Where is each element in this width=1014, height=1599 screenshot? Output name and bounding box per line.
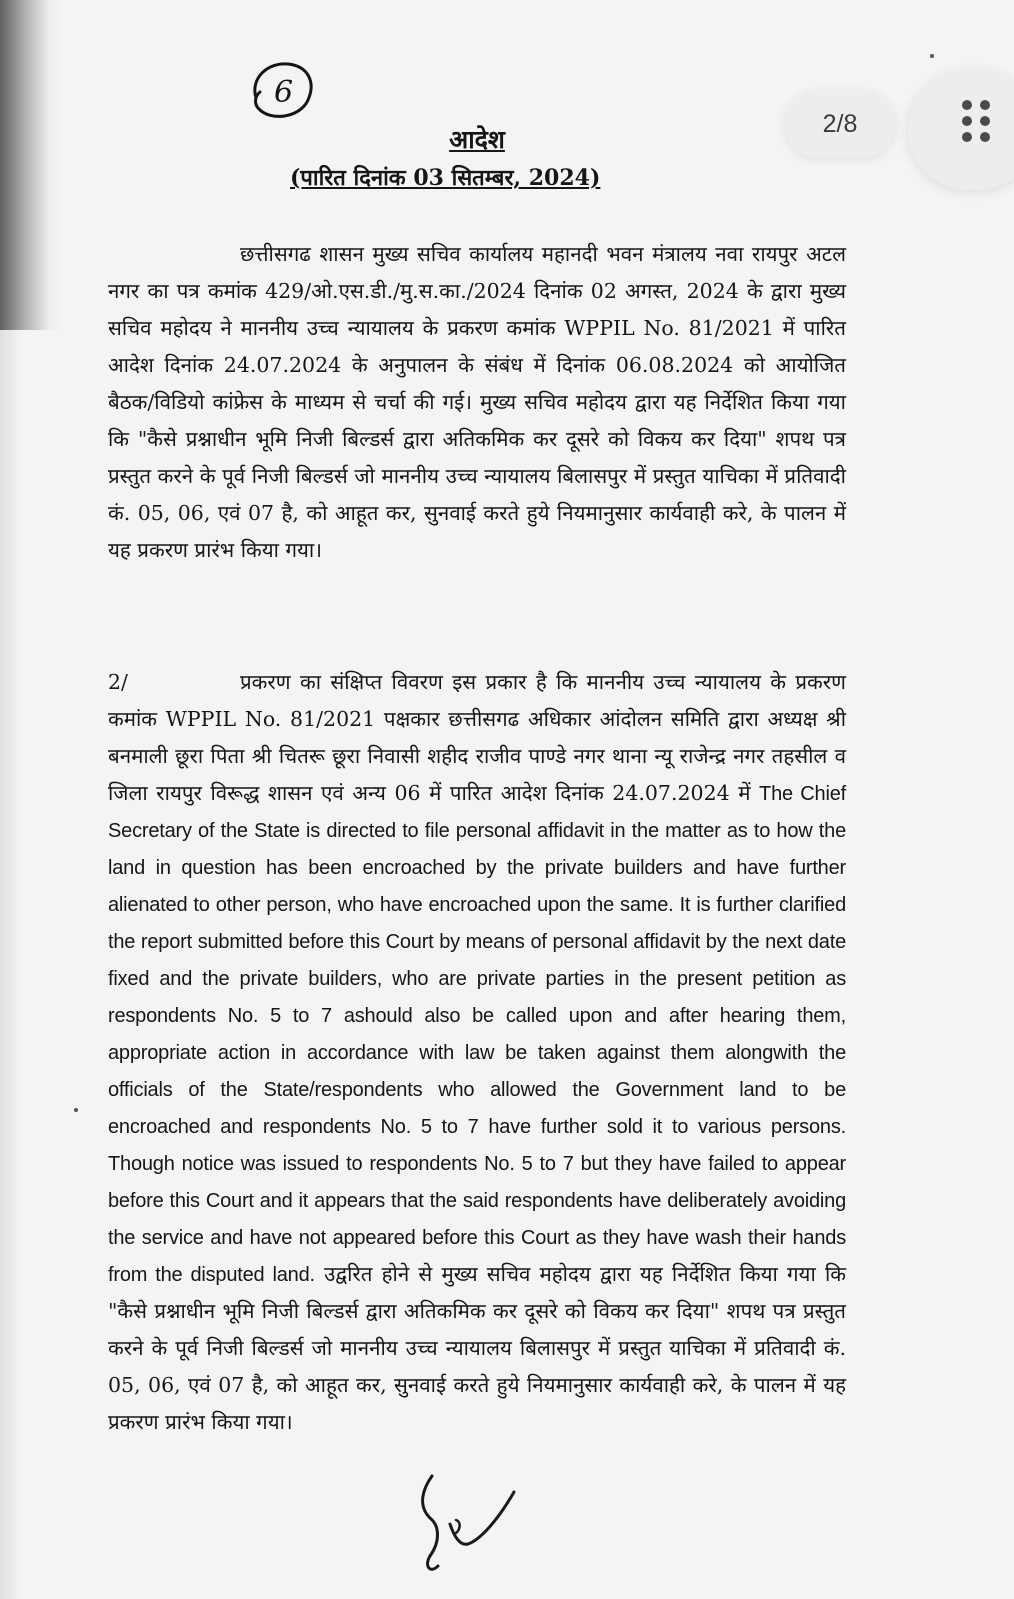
paragraph-2-number: 2/ <box>108 670 128 694</box>
document-title: आदेश <box>449 125 505 154</box>
scan-shadow-edge <box>0 0 62 330</box>
paragraph-2-outro: उद्वरित होने से मुख्य सचिव महोदय द्वारा यह निर्देशित किया गया कि "कैसे प्रश्नाधीन भूमि निजी बिल्डर्स द्वारा अतिकमिक कर दूसरे को विकय कर दिया" शपथ पत्र प्रस्तुत करने के पूर्व निजी बिल्डर्स जो माननीय उच्च न्यायालय बिलासपुर में प्रस्तुत याचिका में प्रतिवादी कं. 05, 06, एवं 07 है, को आहूत कर, सुनवाई करते हुये नियमानुसार कार्यवाही करे, के पालन में यह प्रकरण प्रारंभ किया गया। <box>108 1262 846 1434</box>
paragraph-2 <box>108 664 846 1441</box>
page-indicator-label: 2/8 <box>822 109 858 138</box>
margin-speck <box>74 1108 78 1112</box>
handwritten-signature <box>410 1462 530 1582</box>
circled-page-annotation <box>246 58 318 124</box>
paragraph-2-intro: प्रकरण का संक्षिप्त विवरण इस प्रकार है कि माननीय उच्च न्यायालय के प्रकरण कमांक WPPIL No. 81/2021 पक्षकार छत्तीसगढ अधिकार आंदोलन समिति द्वारा अध्यक्ष श्री बनमाली छूरा पिता श्री चितरू छूरा निवासी शहीद राजीव पाण्डे नगर थाना न्यू राजेन्द्र नगर तहसील व जिला रायपुर विरूद्ध शासन एवं अन्य 06 में पारित आदेश दिनांक 24.07.2024 में <box>108 670 846 805</box>
paragraph-2-court-quote: The Chief Secretary of the State is directed to file personal affidavit in the matter as to how the land in question has been encroached by the private builders and have further alienated to other person, who have encroached upon the same. It is further clarified the report submitted before this Court by means of personal affidavit by the next date fixed and the private builders, who are private parties in the present petition as respondents No. 5 to 7 ashould also be called upon and after hearing them, appropriate action in accordance with law be taken against them alongwith the officials of the State/respondents who allowed the Government land to be encroached and respondents No. 5 to 7 have further sold it to various persons. Though notice was issued to respondents No. 5 to 7 but they have failed to appear before this Court and it appears that the said respondents have deliberately avoiding the service and have not appeared before this Court as they have wash their hands from the disputed land. <box>108 783 846 1286</box>
circled-number-text: 6 <box>274 75 294 110</box>
margin-speck <box>930 54 934 58</box>
document-subtitle: (पारित दिनांक 03 सितम्बर, 2024) <box>290 165 601 191</box>
paragraph-1: छत्तीसगढ शासन मुख्य सचिव कार्यालय महानदी भवन मंत्रालय नवा रायपुर अटल नगर का पत्र कमांक 429/ओ.एस.डी./मु.स.का./2024 दिनांक 02 अगस्त, 2024 के द्वारा मुख्य सचिव महोदय ने माननीय उच्च न्यायालय के प्रकरण कमांक WPPIL No. 81/2021 में पारित आदेश दिनांक 24.07.2024 के अनुपालन के संबंध में दिनांक 06.08.2024 को आयोजित बैठक/विडियो कांफ्रेस के माध्यम से चर्चा की गई। मुख्य सचिव महोदय द्वारा यह निर्देशित किया गया कि "कैसे प्रश्नाधीन भूमि निजी बिल्डर्स द्वारा अतिकमिक कर दूसरे को विकय कर दिया" शपथ पत्र प्रस्तुत करने के पूर्व निजी बिल्डर्स जो माननीय उच्च न्यायालय बिलासपुर में प्रस्तुत याचिका में प्रतिवादी कं. 05, 06, एवं 07 है, को आहूत कर, सुनवाई करते हुये नियमानुसार कार्यवाही करे, के पालन में यह प्रकरण प्रारंभ किया गया। <box>108 242 846 562</box>
scan-shadow-edge-lower <box>0 330 22 1599</box>
